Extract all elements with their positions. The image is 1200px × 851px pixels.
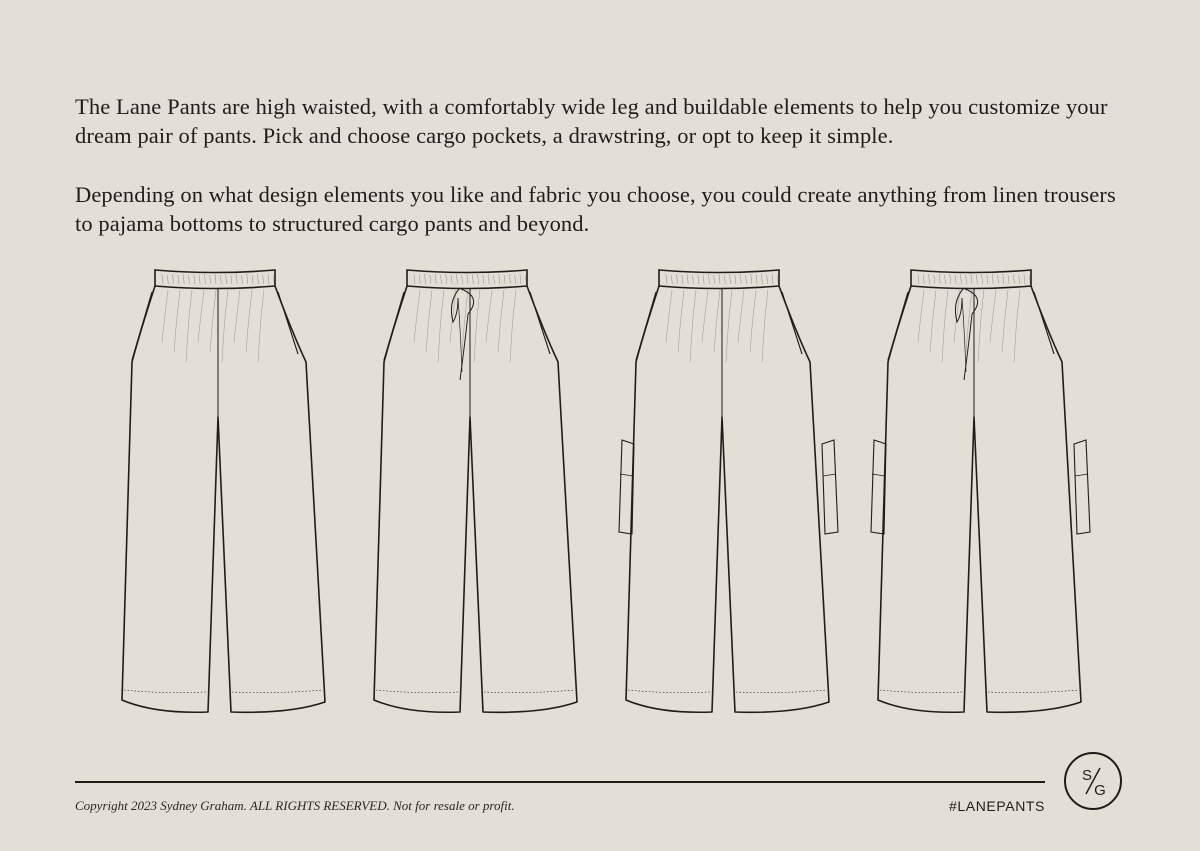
svg-text:G: G (1094, 782, 1106, 799)
brand-logo (1063, 751, 1123, 811)
pants-sketches (110, 262, 1100, 722)
intro-paragraph-1: The Lane Pants are high waisted, with a comfortably wide leg and buildable elements to help you customize your dream pair of pants. Pick and choose cargo pockets, a drawstring, or opt to keep it simple. (75, 94, 1108, 148)
sketch-drawstring (362, 262, 592, 722)
sketch-cargo (614, 262, 844, 722)
pants-drawing (110, 262, 340, 722)
pants-drawing (614, 262, 844, 722)
pants-drawing (866, 262, 1096, 722)
svg-text:S: S (1081, 767, 1093, 784)
hashtag-text: #LANEPANTS (949, 798, 1045, 814)
intro-text (75, 92, 1135, 268)
sketch-plain (110, 262, 340, 722)
copyright-text: Copyright 2023 Sydney Graham. ALL RIGHTS RESERVED. Not for resale or profit. (75, 798, 515, 813)
footer-divider (75, 781, 1045, 783)
pants-drawing (362, 262, 592, 722)
intro-paragraph-2: Depending on what design elements you like and fabric you choose, you could create anything from linen trousers to pajama bottoms to structured cargo pants and beyond. (75, 182, 1116, 236)
sketch-drawstring-cargo (866, 262, 1096, 722)
